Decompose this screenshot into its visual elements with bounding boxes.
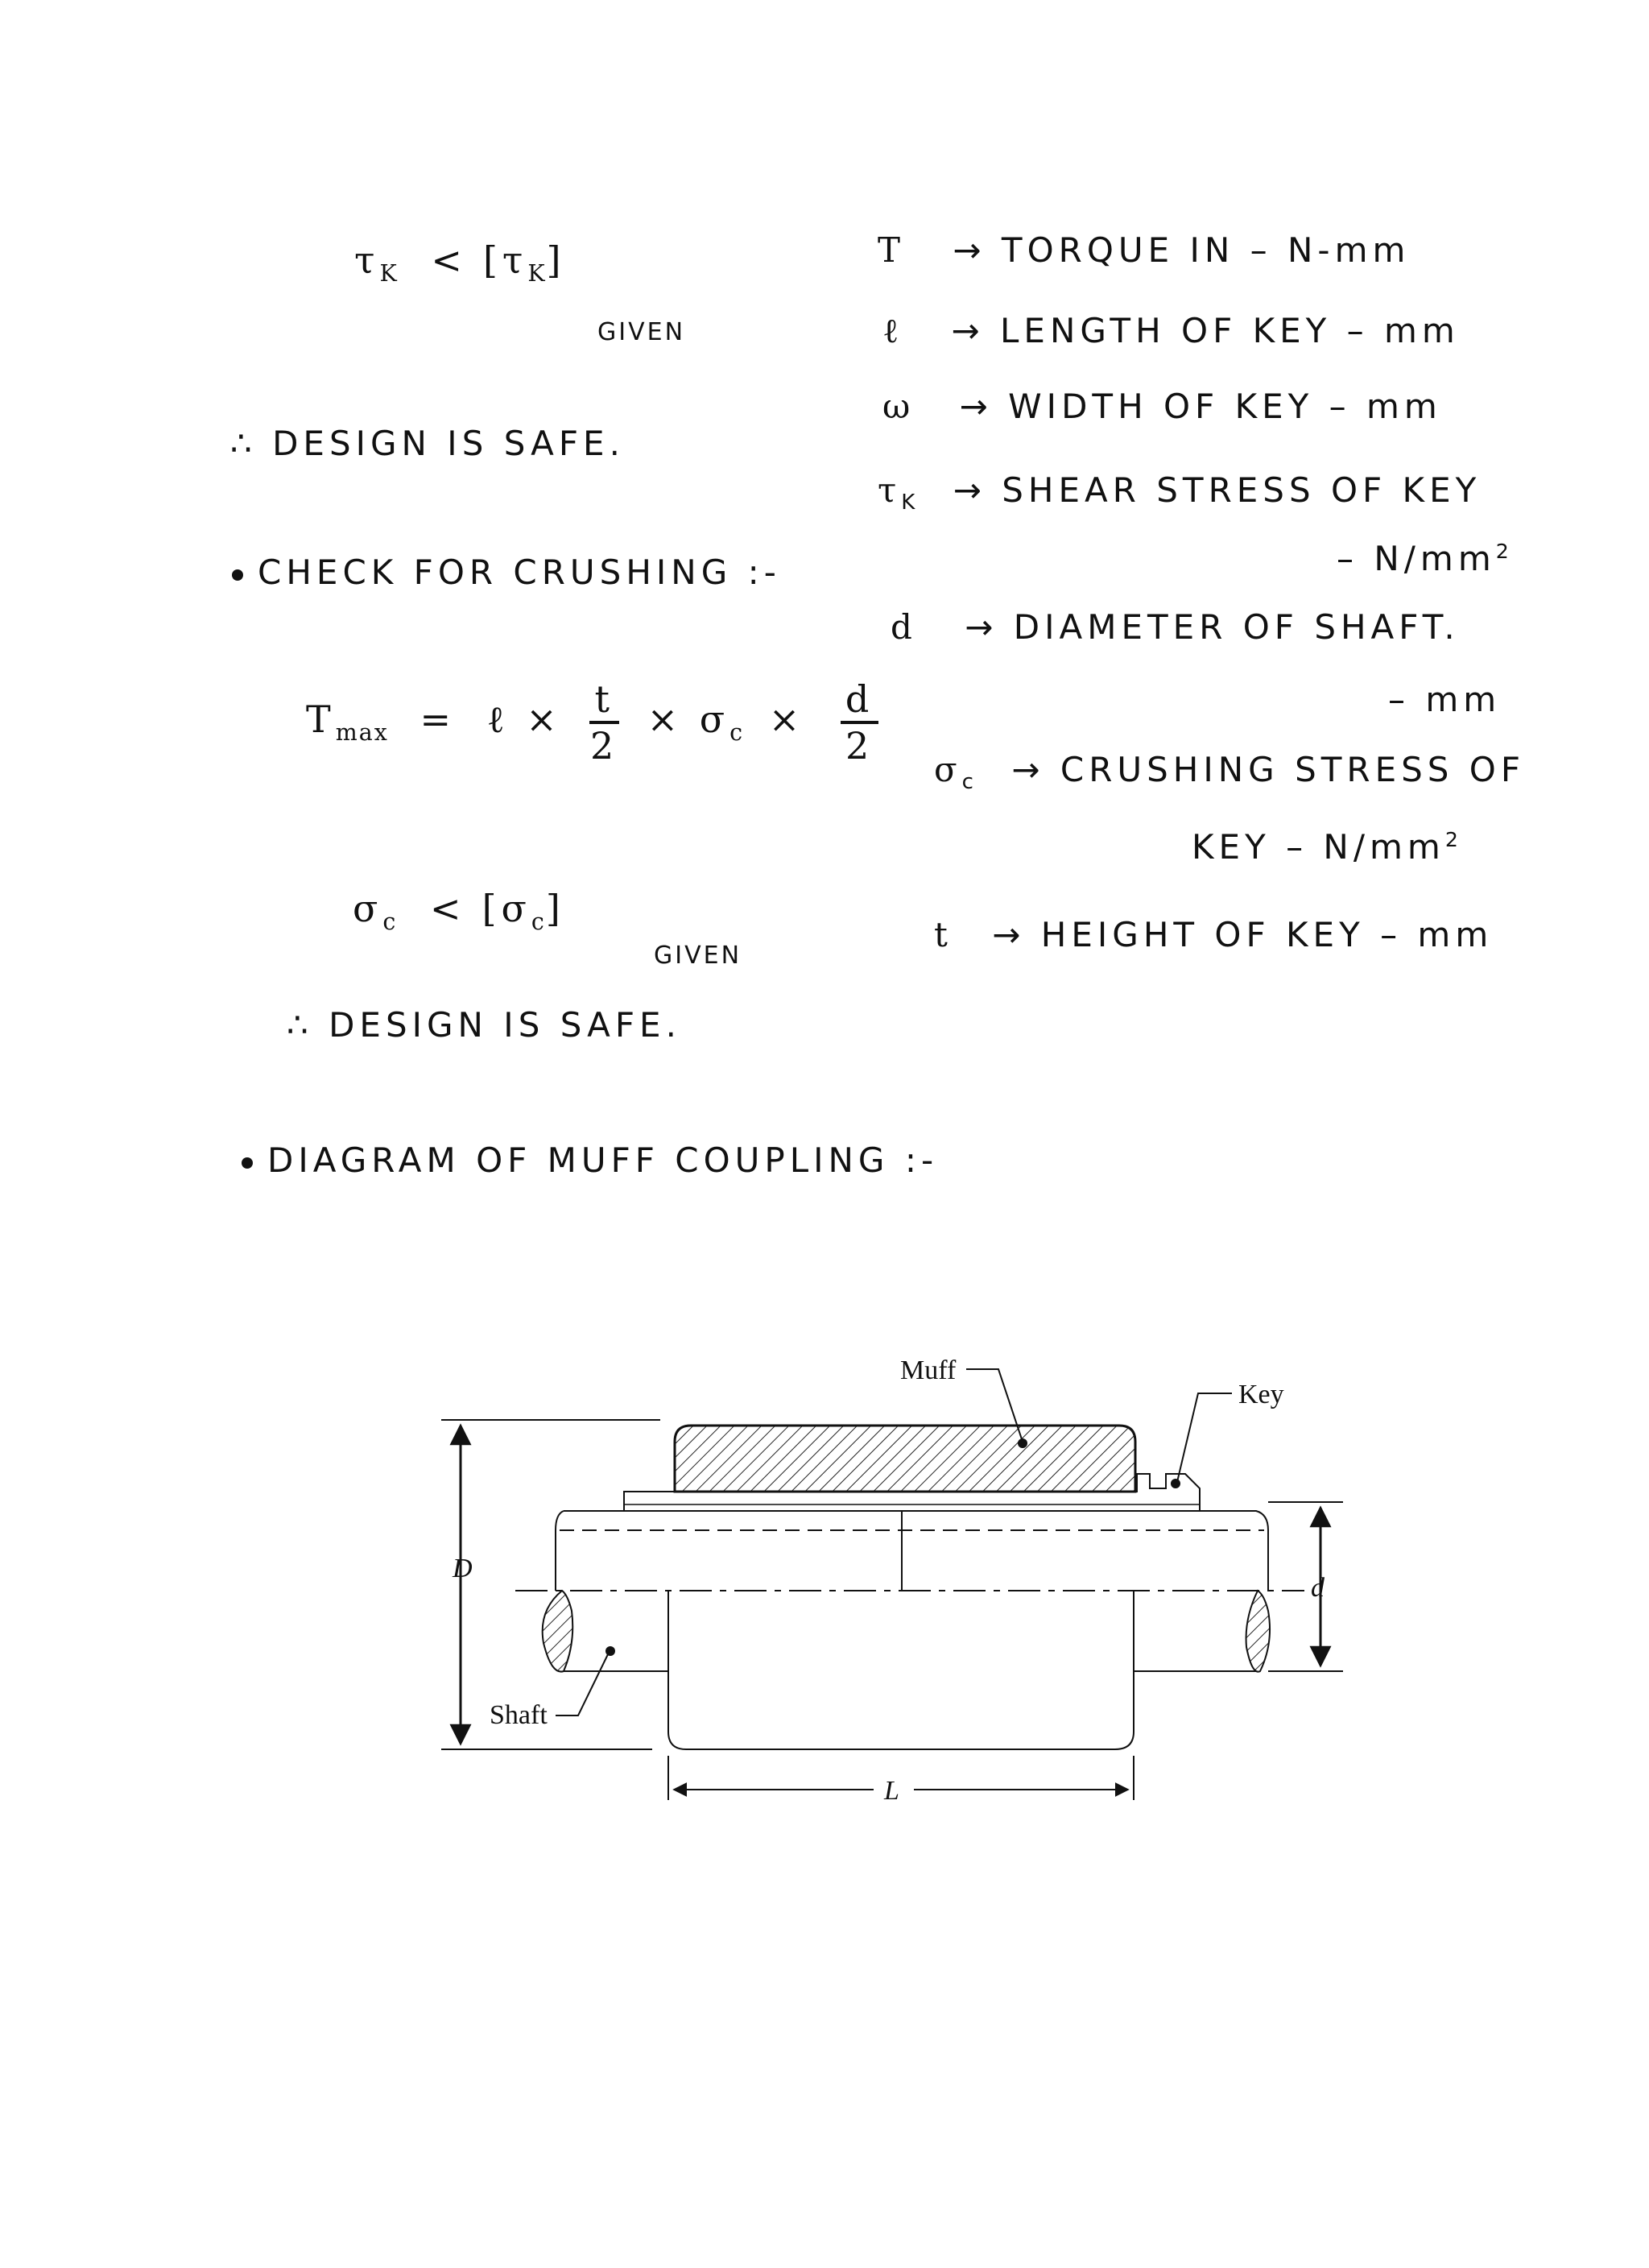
legend-item-shear-stress-unit: – $N/mm^2$ [1337, 539, 1510, 579]
design-safe-text: ∴ DESIGN IS SAFE. [230, 424, 625, 463]
fraction-d-over-2: $\frac{d}{2}$ [841, 681, 878, 764]
shear-check-inequality: $\tau_K < [\tau_K]$ [354, 238, 566, 287]
legend-item-diameter: d → DIAMETER OF SHAFT. [891, 607, 1460, 647]
label-key: Key [1238, 1380, 1284, 1409]
label-D: D [453, 1554, 473, 1583]
label-muff: Muff [900, 1355, 957, 1385]
shaft-break-right [1246, 1591, 1270, 1672]
crushing-check-heading: CHECK FOR CRUSHING :- [232, 556, 781, 590]
shaft-break-left [543, 1591, 573, 1672]
legend-item-shear-stress: $\tau_K$ → SHEAR STRESS OF KEY [878, 470, 1482, 515]
diagram-heading: DIAGRAM OF MUFF COUPLING :- [242, 1144, 938, 1177]
torque-equation: $T_{max}$ = ℓ × $\frac{t}{2}$ × $\sigma_c$ × $\frac{d}{2}$ [306, 681, 890, 764]
fraction-t-over-2: $\frac{t}{2}$ [590, 677, 619, 768]
label-shaft: Shaft [490, 1700, 548, 1730]
given-label: GIVEN [597, 318, 686, 346]
crushing-check-inequality: $\sigma_c < [\sigma_c]$ [353, 887, 565, 935]
legend-item-diameter-unit: – mm [1388, 680, 1502, 719]
legend-item-height: t → HEIGHT OF KEY – mm [934, 915, 1494, 954]
legend-item-torque: T → TORQUE IN – N-mm [878, 230, 1411, 270]
muff-hatched-section [675, 1426, 1135, 1492]
label-d: d [1311, 1573, 1325, 1603]
shaft-upper-outline [556, 1511, 1268, 1591]
legend-item-crushing-stress: $\sigma_c$ → CRUSHING STRESS OF [934, 750, 1526, 795]
label-L: L [884, 1776, 899, 1806]
design-safe-text: ∴ DESIGN IS SAFE. [287, 1005, 681, 1045]
legend-item-width: ω → WIDTH OF KEY – mm [882, 387, 1442, 426]
given-label: GIVEN [654, 942, 742, 970]
muff-lower-outline [668, 1591, 1134, 1749]
key-leader [1177, 1393, 1232, 1482]
legend-item-length: ℓ → LENGTH OF KEY – mm [882, 311, 1460, 350]
legend-item-crushing-stress-unit: KEY – $N/mm^2$ [1192, 827, 1459, 867]
